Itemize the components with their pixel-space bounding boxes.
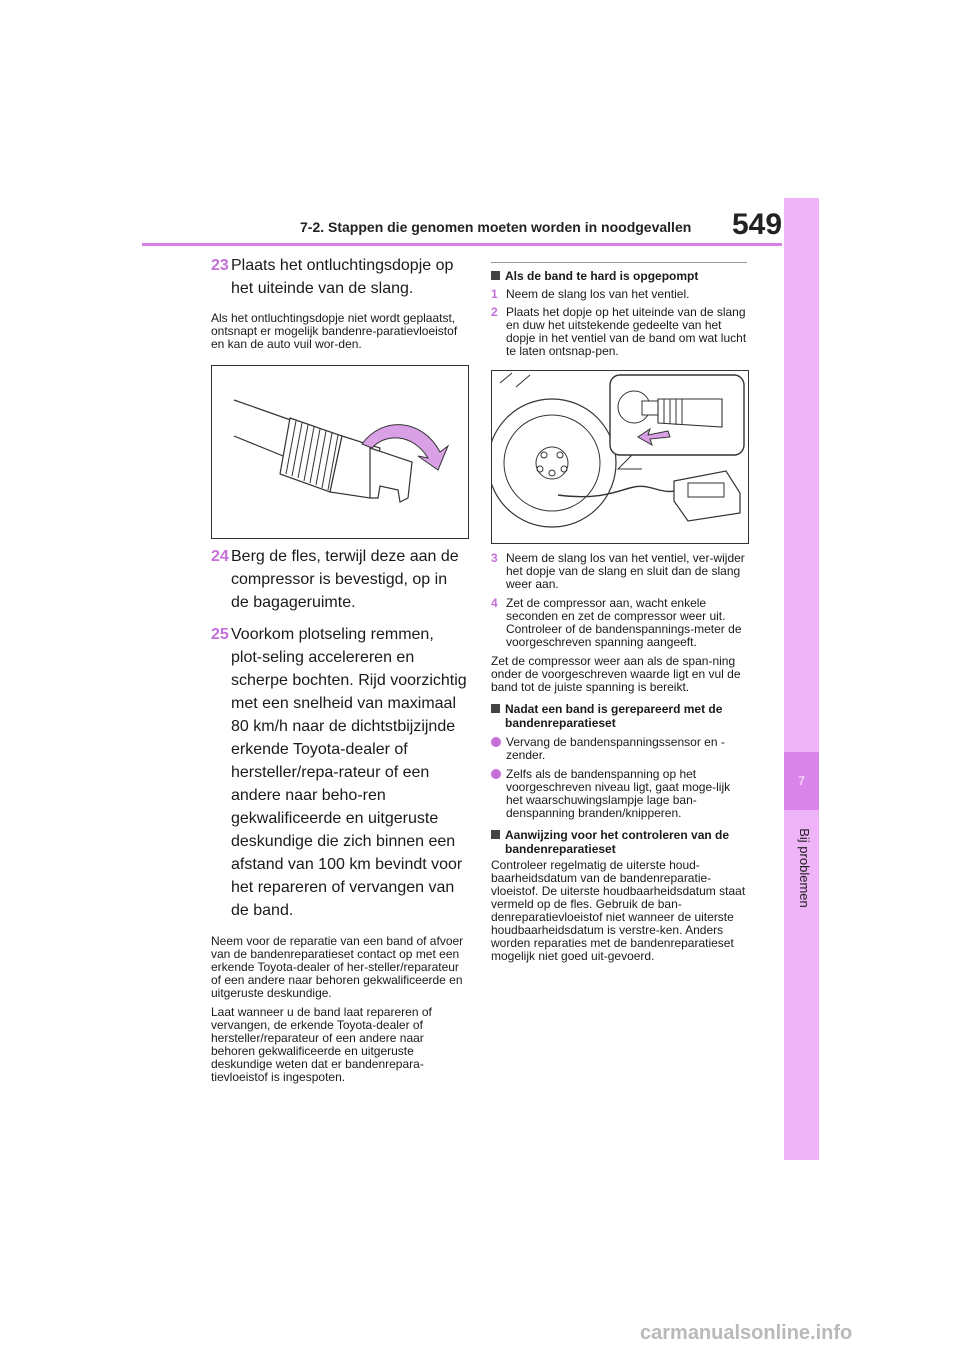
chapter-number-box	[784, 752, 819, 810]
step-number: 2	[491, 305, 498, 319]
section-heading-overinflated: Als de band te hard is opgepompt	[491, 269, 747, 283]
step-3	[491, 552, 747, 591]
section-heading-check-kit: Aanwijzing voor het controleren van de bandenreparatieset	[491, 828, 747, 856]
square-bullet-icon	[491, 704, 500, 713]
right-column	[491, 262, 747, 963]
step-24	[211, 545, 467, 614]
square-bullet-icon	[491, 271, 500, 280]
step-text: Zet de compressor aan, wacht enkele seconden en zet de compressor weer uit. Controleer of de bandenspannings-meter de voorgeschreven spanning aangeeft.	[506, 596, 742, 649]
step-number: 4	[491, 596, 498, 610]
step-number: 3	[491, 551, 498, 565]
step-text: Voorkom plotseling remmen, plot-seling accelereren en scherpe bochten. Rijd voorzichtig met een snelheid van maximaal 80 km/h naar de dichtstbijzijnde erkende Toyota-dealer of hersteller/repa-rateur of een andere naar beho-ren gekwalificeerde en uitgeruste deskundige die zich binnen een afstand van 100 km bevindt voor het repareren of vervangen van de band.	[231, 626, 467, 919]
bullet-replace-sensor: Vervang de bandenspanningssensor en -zender.	[491, 736, 747, 762]
paragraph-expiry-date: Controleer regelmatig de uiterste houd-baarheidsdatum van de bandenreparatie-vloeistof. De uiterste houdbaarheidsdatum staat vermeld op de fles. Gebruik de ban-denreparatievloeistof niet wanneer de uiterste houdbaarheidsdatum is verstre-ken. Anders worden reparaties met de bandenreparatieset mogelijk niet goed uit-gevoerd.	[491, 858, 746, 963]
section-heading-after-repair: Nadat een band is gerepareerd met de bandenreparatieset	[491, 702, 747, 730]
step-number: 23	[211, 257, 229, 274]
step-2	[491, 306, 747, 358]
paragraph-reinflate: Zet de compressor weer aan als de span-ning onder de voorgeschreven waarde ligt en vul de band tot de juiste spanning is bereikt.	[491, 654, 741, 694]
illustration-valve-deflate	[491, 370, 749, 544]
chapter-number: 7	[798, 774, 805, 788]
step-4	[491, 597, 747, 649]
left-column	[211, 254, 467, 1084]
step-23	[211, 254, 467, 300]
page-number: 549	[732, 208, 783, 241]
bullet-warning-light: Zelfs als de bandenspanning op het voorgeschreven niveau ligt, gaat moge-lijk het waarschuwingslampje lage ban-denspanning branden/knipperen.	[491, 768, 747, 820]
note-23: Als het ontluchtingsdopje niet wordt geplaatst, ontsnapt er mogelijk bandenre-paratievloeistof en kan de auto vuil wor-den.	[211, 311, 458, 351]
step-text: Berg de fles, terwijl deze aan de compressor is bevestigd, op in de bagageruimte.	[231, 548, 459, 611]
step-1	[491, 288, 747, 301]
hose-cap-drawing	[212, 366, 468, 538]
step-text: Plaats het ontluchtingsdopje op het uiteinde van de slang.	[231, 257, 454, 297]
round-bullet-icon	[491, 737, 501, 747]
step-text: Neem de slang los van het ventiel.	[506, 287, 690, 301]
section-divider	[491, 262, 747, 263]
round-bullet-icon	[491, 769, 501, 779]
watermark: carmanualsonline.info	[640, 1322, 853, 1344]
valve-deflate-drawing	[492, 371, 748, 543]
section-title: 7-2. Stappen die genomen moeten worden in noodgevallen	[300, 219, 692, 235]
step-25	[211, 623, 467, 922]
step-number: 1	[491, 287, 498, 301]
illustration-hose-cap	[211, 365, 469, 539]
paragraph-repair-contact: Neem voor de reparatie van een band of afvoer van de bandenreparatieset contact op met een erkende Toyota-dealer of her-steller/reparateur of een andere naar behoren gekwalificeerde en uitgeruste deskundige.	[211, 934, 464, 1000]
step-number: 25	[211, 626, 229, 643]
square-bullet-icon	[491, 830, 500, 839]
paragraph-inform-dealer: Laat wanneer u de band laat repareren of vervangen, de erkende Toyota-dealer of hersteller/reparateur of een andere naar behoren gekwalificeerde en uitgeruste deskundige weten dat er bandenrepara-tievloeistof is ingespoten.	[211, 1005, 432, 1084]
chapter-label: Bij problemen	[797, 828, 812, 908]
step-text: Plaats het dopje op het uiteinde van de slang en duw het uitstekende gedeelte van het dopje in het ventiel van de band om wat lucht te laten ontsnap-pen.	[506, 305, 747, 358]
header-divider	[142, 243, 782, 246]
chapter-side-tab	[784, 198, 819, 1160]
step-text: Neem de slang los van het ventiel, ver-wijder het dopje van de slang en sluit dan de slang weer aan.	[506, 551, 745, 591]
step-number: 24	[211, 548, 229, 565]
